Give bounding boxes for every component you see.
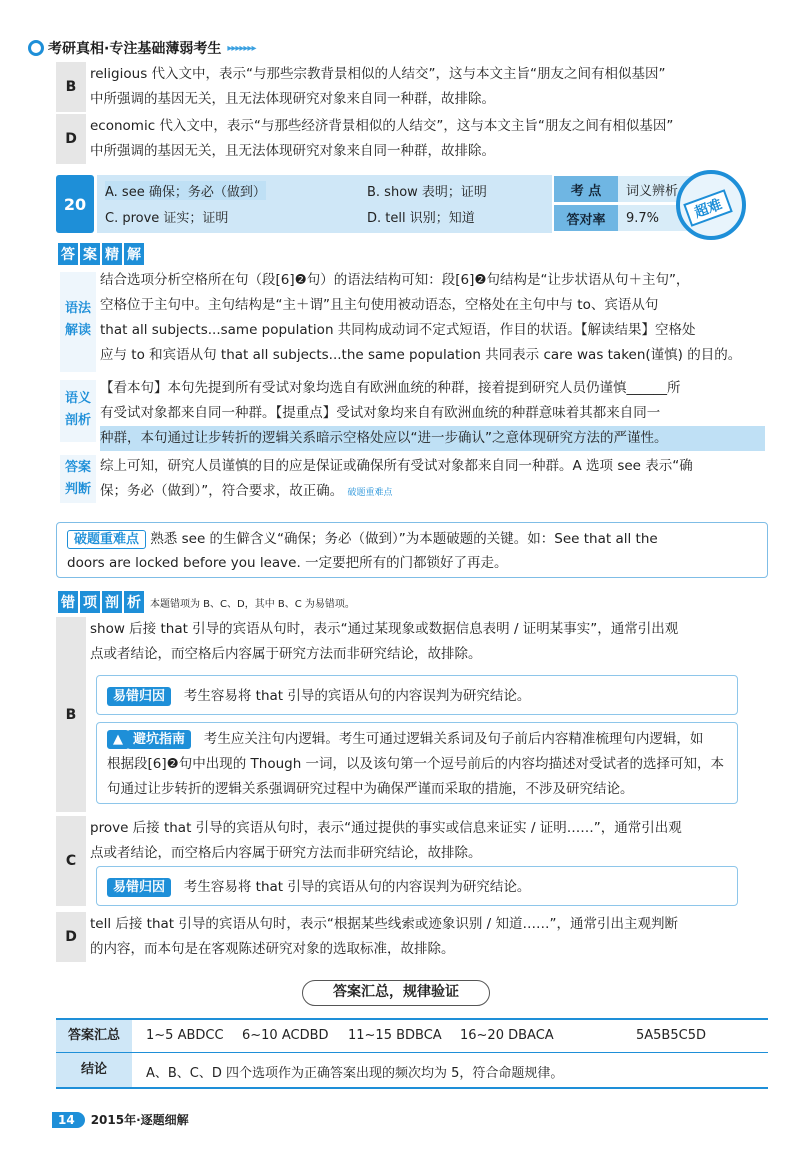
answer-count: 5A5B5C5D: [636, 1028, 706, 1043]
wrong-c-reason-box: 易错归因 考生容易将 that 引导的宾语从句的内容误判为研究结论。: [96, 866, 738, 906]
wrong-b-reason-box: 易错归因 考生容易将 that 引导的宾语从句的内容误判为研究结论。: [96, 675, 738, 715]
test-point-panel: 考 点 词义辨析 答对率 9.7%: [554, 176, 744, 232]
option-c: C. prove 证实；证明: [105, 211, 229, 226]
warning-icon: ▲: [107, 730, 129, 749]
wrong-b-guide-box: ▲ 避坑指南 考生应关注句内逻辑。考生可通过逻辑关系词及句子前后内容精准梳理句内逻辑，如 根据段[6]❷句中出现的 Though 一词，以及该句第一个逗号前后的内容均描述对受试者的选择可知，本 句通过让步转折的逻辑关系强调研究过程中为确保严谨而采取的措施，不涉及研究结论。: [96, 722, 738, 804]
judgment-label: 答案 判断: [60, 455, 96, 503]
page-header: [28, 38, 255, 58]
wrong-letter-c: C: [56, 816, 86, 906]
difficulty-badge: 超难: [676, 170, 746, 240]
correct-rate: 9.7%: [618, 205, 704, 231]
footer-title: 2015年·逐题细解: [90, 1113, 189, 1127]
semantic-analysis: 【看本句】本句先提到所有受试对象均选自有欧洲血统的种群，接着提到研究人员仍谨慎______所 有受试对象都来自同一种群。【提重点】受试对象均来自有欧洲血统的种群意味着其都来自同一 种群，本句通过让步转折的逻辑关系暗示空格处应以“进一步确认”之意体现研究方法的严谨性。: [100, 376, 765, 451]
wrong-c-text: prove 后接 that 引导的宾语从句时，表示“通过提供的事实或信息来证实 / 证明……”，通常引出观 点或者结论，而空格后内容属于研究方法而非研究结论，故排除。: [90, 820, 682, 861]
answer-group-3: 11~15 BDBCA: [348, 1028, 442, 1043]
test-point: 词义辨析: [618, 176, 704, 202]
answer-section-title: 答 案 精 解: [58, 243, 144, 265]
key-tip-tag: 破题重难点: [67, 530, 146, 549]
question-number: 20: [56, 175, 94, 233]
option-a: A. see 确保；务必（做到）: [105, 181, 266, 200]
summary-table: 答案汇总 1~5 ABDCC 6~10 ACDBD 11~15 BDBCA 16~20 DBACA 5A5B5C5D 结论 A、B、C、D 四个选项作为正确答案出现的频次均为 5，符合命题规律。: [56, 1018, 768, 1086]
question-options: [97, 175, 552, 233]
answer-group-2: 6~10 ACDBD: [242, 1028, 329, 1043]
option-b-text: religious 代入文中，表示“与那些宗教背景相似的人结交”，这与本文主旨“朋友之间有相似基因” 中所强调的基因无关，且无法体现研究对象来自同一种群，故排除。: [90, 66, 666, 107]
option-letter-d: D: [56, 114, 86, 164]
answer-judgment: 综上可知，研究人员谨慎的目的应是保证或确保所有受试对象都来自同一种群。A 选项 see 表示“确 保；务必（做到）”，符合要求，故正确。 破题重难点: [100, 458, 693, 499]
wrong-b-text: show 后接 that 引导的宾语从句时，表示“通过某现象或数据信息表明 / 证明某事实”，通常引出观 点或者结论，而空格后内容属于研究方法而非研究结论，故排除。: [90, 621, 679, 662]
wrong-d-text: tell 后接 that 引导的宾语从句时，表示“根据某些线索或迹象识别 / 知道……”，通常引出主观判断 的内容，而本句是在客观陈述研究对象的选取标准，故排除。: [90, 916, 679, 957]
semantic-label: 语义 剖析: [60, 380, 96, 442]
wrong-letter-b: B: [56, 617, 86, 812]
option-letter-b: B: [56, 62, 86, 112]
grammar-analysis: 结合选项分析空格所在句（段[6]❷句）的语法结构可知：段[6]❷句结构是“让步状语从句＋主句”， 空格位于主句中。主句结构是“主＋谓”且主句使用被动语态，空格处在主句中与 to、宾语从句 that all subjects...same population 共同构成动词不定式短语，作目的状语。【解读结果】空格处 应与 to 和宾语从句 that all subjects...the same population 共同表示 care was taken(谨慎) 的目的。: [100, 272, 742, 363]
option-d-text: economic 代入文中，表示“与那些经济背景相似的人结交”，这与本文主旨“朋友之间有相似基因” 中所强调的基因无关，且无法体现研究对象来自同一种群，故排除。: [90, 118, 674, 159]
header-title: 考研真相·专注基础薄弱考生: [48, 41, 222, 57]
grammar-label: 语法 解读: [60, 272, 96, 372]
conclusion-text: A、B、C、D 四个选项作为正确答案出现的频次均为 5，符合命题规律。: [146, 1066, 564, 1081]
answer-group-4: 16~20 DBACA: [460, 1028, 554, 1043]
option-b: B. show 表明；证明: [367, 185, 487, 200]
search-logo-icon: [28, 40, 44, 56]
option-d: D. tell 识别；知道: [367, 211, 475, 226]
key-tip-box: 破题重难点 熟悉 see 的生僻含义“确保；务必（做到）”为本题破题的关键。如：See that all the doors are locked before you leave. 一定要把所有的门都锁好了再走。: [56, 522, 768, 578]
answer-group-1: 1~5 ABDCC: [146, 1028, 224, 1043]
header-arrows: ▸▸▸▸▸▸▸: [227, 42, 256, 54]
wrong-section-title: 错 项 剖 析 本题错项为 B、C、D，其中 B、C 为易错项。: [58, 591, 355, 613]
summary-title: 答案汇总，规律验证: [302, 980, 490, 1006]
page-number: 14: [52, 1112, 85, 1128]
page-footer: [52, 1111, 189, 1128]
wrong-letter-d: D: [56, 912, 86, 962]
